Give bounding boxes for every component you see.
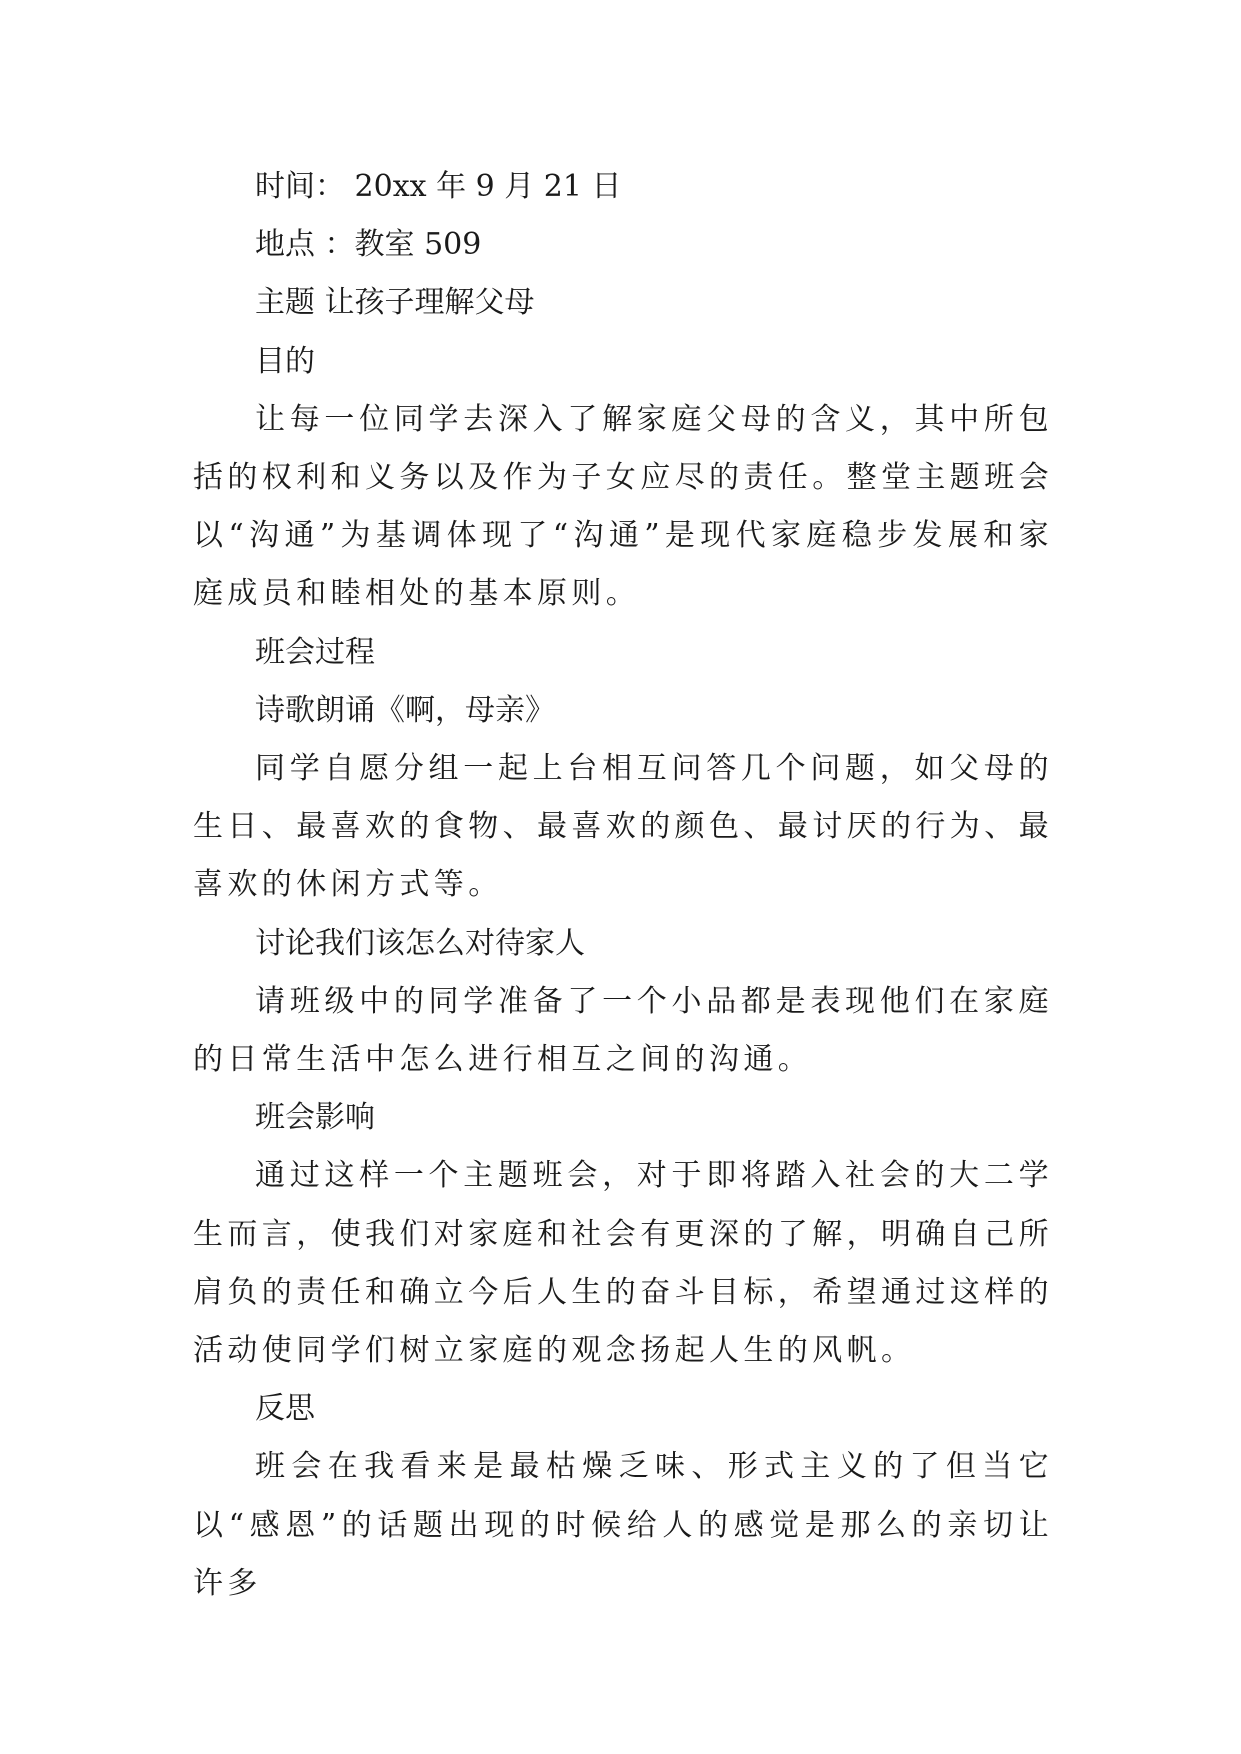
skit-paragraph: 请班级中的同学准备了一个小品都是表现他们在家庭的日常生活中怎么进行相互之间的沟通。 (193, 983, 1053, 1077)
place-line: 地点 ：教室 509 (255, 227, 482, 263)
purpose-paragraph: 让每一位同学去深入了解家庭父母的含义，其中所包括的权利和义务以及作为子女应尽的责任。整堂主题班会以“沟通”为基调体现了“沟通”是现代家庭稳步发展和家庭成员和睦相处的基本原则。 (193, 401, 1053, 612)
process-heading: 班会过程 (255, 634, 375, 670)
theme-line: 主题 让孩子理解父母 (255, 285, 535, 321)
poem-line: 诗歌朗诵《啊，母亲》 (255, 692, 555, 728)
time-line: 时间： 20xx 年 9 月 21 日 (255, 169, 622, 204)
impact-paragraph: 通过这样一个主题班会，对于即将踏入社会的大二学生而言，使我们对家庭和社会有更深的了解，明确自己所肩负的责任和确立今后人生的奋斗目标，希望通过这样的活动使同学们树立家庭的观念扬起人生的风帆。 (193, 1158, 1053, 1368)
impact-heading: 班会影响 (255, 1100, 375, 1136)
purpose-heading: 目的 (255, 343, 315, 379)
document-body (193, 158, 1053, 1613)
discussion-line: 讨论我们该怎么对待家人 (255, 925, 585, 961)
reflection-paragraph: 班会在我看来是最枯燥乏味、形式主义的了但当它以“感恩”的话题出现的时候给人的感觉是那么的亲切让许多 (193, 1449, 1053, 1601)
reflection-heading: 反思 (255, 1391, 315, 1427)
qa-paragraph: 同学自愿分组一起上台相互问答几个问题，如父母的生日、最喜欢的食物、最喜欢的颜色、最讨厌的行为、最喜欢的休闲方式等。 (193, 750, 1053, 903)
